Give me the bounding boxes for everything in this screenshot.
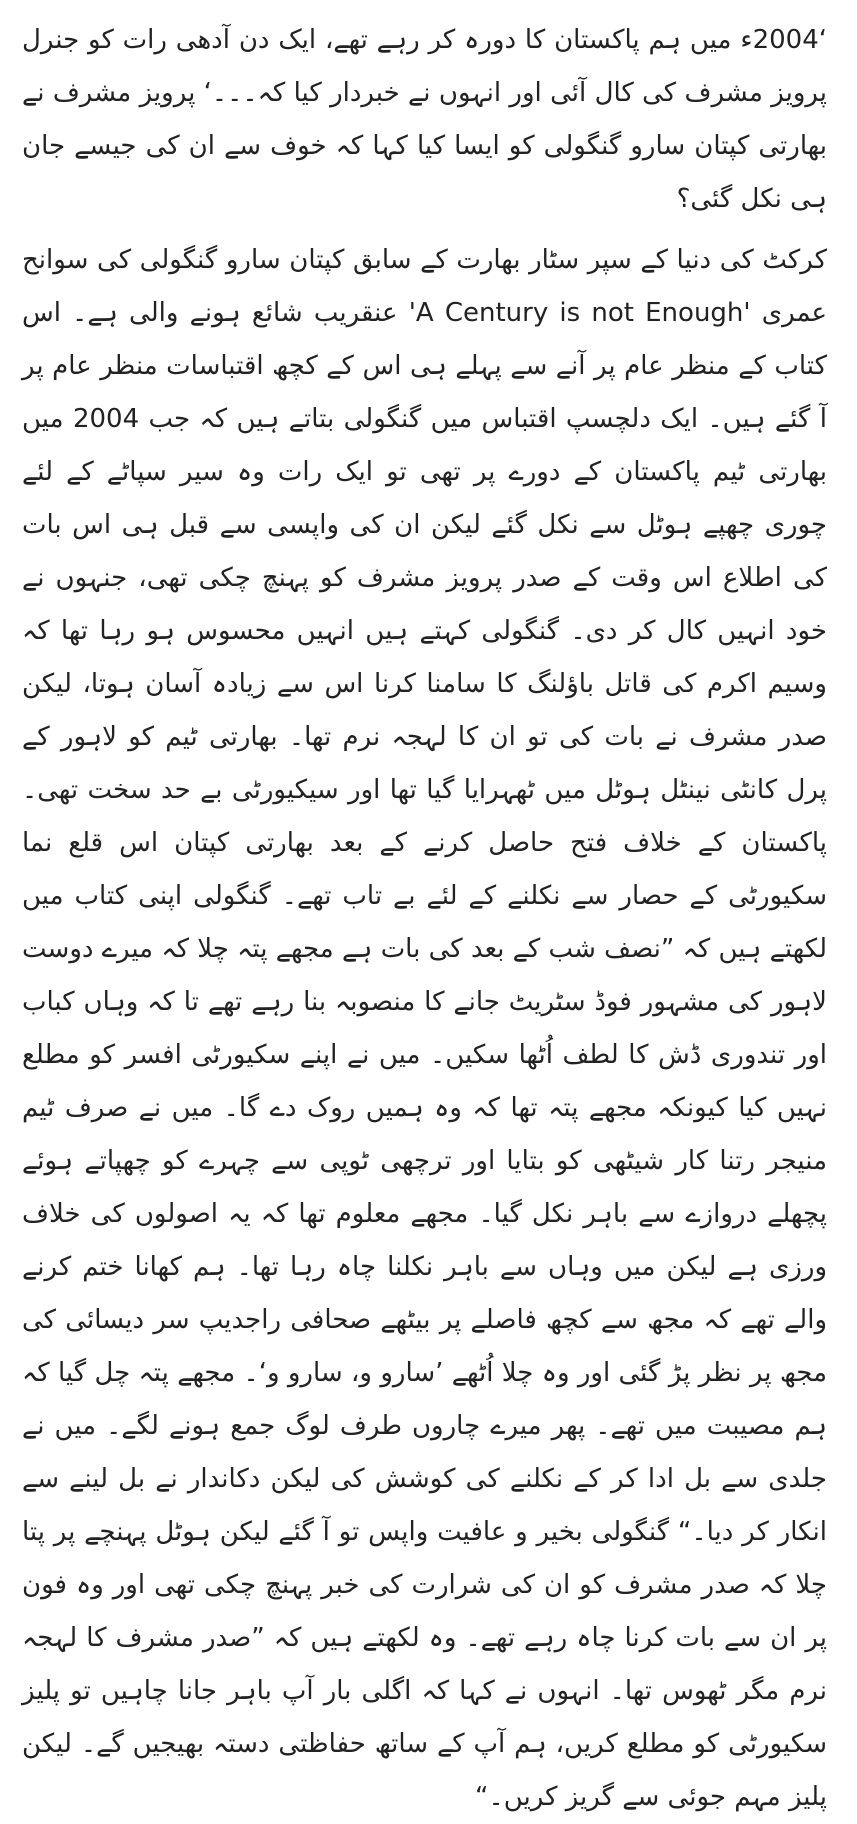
body-paragraph: کرکٹ کی دنیا کے سپر سٹار بھارت کے سابق کپتان سارو گنگولی کی سوانح عمری 'A Century is not Enough' عنقریب شائع ہونے والی ہے۔ اس کتاب کے منظر عام پر آنے سے پہلے ہی اس کے کچھ اقتباسات منظر عام پر آ گئے ہیں۔ ایک دلچسپ اقتباس میں گنگولی بتاتے ہیں کہ جب 2004 میں بھارتی ٹیم پاکستان کے دورے پر تھی تو ایک رات وہ سیر سپاٹے کے لئے چوری چھپے ہوٹل سے نکل گئے لیکن ان کی واپسی سے قبل ہی اس بات کی اطلاع اس وقت کے صدر پرویز مشرف کو پہنچ چکی تھی، جنہوں نے خود انہیں کال کر دی۔ گنگولی کہتے ہیں انہیں محسوس ہو رہا تھا کہ وسیم اکرم کی قاتل باﺅلنگ کا سامنا کرنا اس سے زیادہ آسان ہوتا، لیکن صدر مشرف نے بات کی تو ان کا لہجہ نرم تھا۔ بھارتی ٹیم کو لاہور کے پرل کانٹی نینٹل ہوٹل میں ٹھہرایا گیا تھا اور سیکیورٹی بے حد سخت تھی۔ پاکستان کے خلاف فتح حاصل کرنے کے بعد بھارتی کپتان اس قلع نما سکیورٹی کے حصار سے نکلنے کے لئے بے تاب تھے۔ گنگولی اپنی کتاب میں لکھتے ہیں کہ ”نصف شب کے بعد کی بات ہے مجھے پتہ چلا کہ میرے دوست لاہور کی مشہور فوڈ سٹریٹ جانے کا منصوبہ بنا رہے تھے تا کہ وہاں کباب اور تندوری ڈش کا لطف اُٹھا سکیں۔ میں نے اپنے سکیورٹی افسر کو مطلع نہیں کیا کیونکہ مجھے پتہ تھا کہ وہ ہمیں روک دے گا۔ میں نے صرف ٹیم منیجر رتنا کار شیٹھی کو بتایا اور ترچھی ٹوپی سے چہرے کو چھپاتے ہوئے پچھلے دروازے سے باہر نکل گیا۔ مجھے معلوم تھا کہ یہ اصولوں کی خلاف ورزی ہے لیکن میں وہاں سے باہر نکلنا چاہ رہا تھا۔ ہم کھانا ختم کرنے والے تھے کہ مجھ سے کچھ فاصلے پر بیٹھے صحافی راجدیپ سر دیسائی کی مجھ پر نظر پڑ گئی اور وہ چلا اُٹھے ’سارو و، سارو و‘۔ مجھے پتہ چل گیا کہ ہم مصیبت میں تھے۔ پھر میرے چاروں طرف لوگ جمع ہونے لگے۔ میں نے جلدی سے بل ادا کر کے نکلنے کی کوشش کی لیکن دکاندار نے بل لینے سے انکار کر دیا۔“ گنگولی بخیر و عافیت واپس تو آ گئے لیکن ہوٹل پہنچے پر پتا چلا کہ صدر مشرف کو ان کی شرارت کی خبر پہنچ چکی تھی اور وہ فون پر ان سے بات کرنا چاہ رہے تھے۔ وہ لکھتے ہیں کہ ”صدر مشرف کا لہجہ نرم مگر ٹھوس تھا۔ انہوں نے کہا کہ اگلی بار آپ باہر جانا چاہیں تو پلیز سکیورٹی کو مطلع کریں، ہم آپ کے ساتھ حفاظتی دستہ بھیجیں گے۔ لیکن پلیز مہم جوئی سے گریز کریں۔“ xyxy=(22,245,827,1812)
intro-paragraph: ‘2004ء میں ہم پاکستان کا دورہ کر رہے تھے، ایک دن آدھی رات کو جنرل پرویز مشرف کی کال آئی اور انہوں نے خبردار کیا کہ۔۔۔‘ پرویز مشرف نے بھارتی کپتان سارو گنگولی کو ایسا کیا کہا کہ خوف سے ان کی جیسے جان ہی نکل گئی؟ xyxy=(22,25,827,214)
